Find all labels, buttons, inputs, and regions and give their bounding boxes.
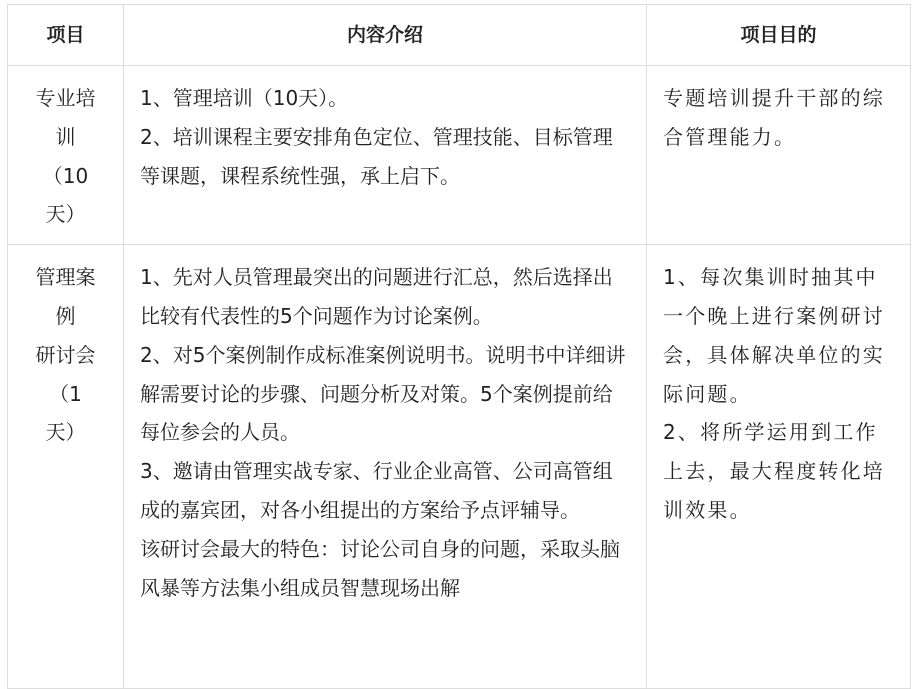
content-paragraph: 2、对5个案例制作成标准案例说明书。说明书中详细讲解需要讨论的步骤、问题分析及对策。5个案例提前给每位参会的人员。: [140, 342, 626, 445]
training-plan-table: [7, 4, 911, 689]
table-row: [8, 66, 911, 245]
header-content: 内容介绍: [124, 5, 647, 66]
cell-content: [124, 66, 647, 245]
header-item: 项目: [8, 5, 124, 66]
table-row: [8, 245, 911, 689]
item-line: （10: [42, 163, 89, 188]
content-paragraph: 2、培训课程主要安排角色定位、管理技能、目标管理等课题，课程系统性强，承上启下。: [140, 124, 613, 188]
content-paragraph: 3、邀请由管理实战专家、行业企业高管、公司高管组成的嘉宾团，对各小组提出的方案给予点评辅导。: [140, 459, 613, 522]
item-line: （1: [49, 381, 82, 406]
cell-purpose: [647, 245, 911, 689]
content-paragraph: 该研讨会最大的特色：讨论公司自身的问题，采取头脑风暴等方法集小组成员智慧现场出解: [140, 536, 620, 600]
item-line: 研讨会: [35, 342, 96, 367]
content-paragraph: 1、先对人员管理最突出的问题进行汇总，然后选择出比较有代表性的5个问题作为讨论案例。: [140, 265, 613, 328]
item-line: 管理案: [35, 265, 96, 290]
cell-content: [124, 245, 647, 689]
cell-item: [8, 245, 124, 689]
purpose-paragraph: 专题培训提升干部的综合管理能力。: [663, 86, 885, 149]
header-purpose: 项目目的: [647, 5, 911, 66]
table-header-row: [8, 5, 911, 66]
purpose-paragraph: 2、将所学运用到工作上去，最大程度转化培训效果。: [663, 420, 885, 522]
item-line: 天）: [45, 420, 86, 445]
item-line: 天）: [45, 202, 86, 227]
purpose-paragraph: 1、每次集训时抽其中一个晚上进行案例研讨会，具体解决单位的实际问题。: [663, 265, 885, 406]
cell-item: [8, 66, 124, 245]
content-paragraph: 1、管理培训（10天）。: [140, 86, 349, 110]
item-line: 专业培: [35, 86, 96, 110]
item-line: 例: [55, 303, 76, 328]
item-line: 训: [55, 124, 76, 149]
cell-purpose: [647, 66, 911, 245]
